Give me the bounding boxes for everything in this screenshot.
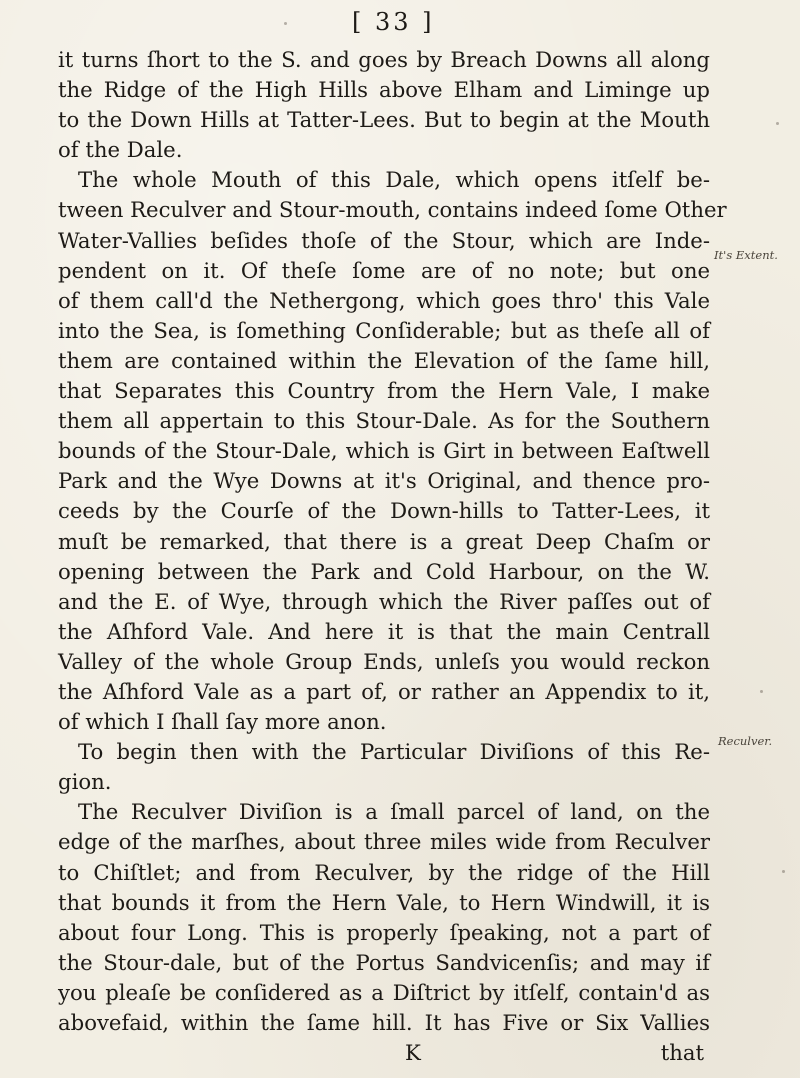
margin-note-reculver: Reculver.	[718, 734, 773, 748]
text-line: edge of the marſhes, about three miles wide from Reculver	[58, 829, 710, 855]
text-line: to the Down Hills at Tatter-Lees. But to begin at the Mouth	[58, 107, 710, 133]
text-line: that Separates this Country from the Hern Vale, I make	[58, 378, 710, 404]
text-line: ceeds by the Courſe of the Down-hills to Tatter-Lees, it	[58, 498, 710, 524]
text-line: of the Dale.	[58, 137, 183, 163]
text-line: gion.	[58, 769, 112, 795]
paper-speck	[776, 122, 779, 125]
text-line: The Reculver Diviſion is a ſmall parcel of land, on the	[78, 799, 710, 825]
body-text	[58, 45, 727, 1068]
text-line: Water-Vallies beſides thoſe of the Stour, which are Inde-	[58, 227, 710, 253]
text-line: you pleaſe be conſidered as a Diſtrict by itſelf, contain'd as	[58, 979, 710, 1005]
text-line: bounds of the Stour-Dale, which is Girt in between Eaſtwell	[58, 438, 710, 464]
margin-note-extent: It's Extent.	[714, 248, 778, 262]
signature-mark: K	[405, 1040, 421, 1066]
text-line: muſt be remarked, that there is a great Deep Chaſm or	[58, 528, 710, 554]
text-line: tween Reculver and Stour-mouth, contains indeed ſome Other	[58, 197, 727, 223]
paper-speck	[760, 690, 763, 693]
text-line: Valley of the whole Group Ends, unleſs you would reckon	[58, 648, 710, 674]
text-line: abovefaid, within the ſame hill. It has Five or Six Vallies	[58, 1010, 710, 1035]
page-number: [ 33 ]	[352, 8, 435, 36]
text-line: opening between the Park and Cold Harbour, on the W.	[58, 558, 710, 584]
paper-speck	[284, 22, 287, 25]
text-line: to Chiſtlet; and from Reculver, by the ridge of the Hill	[58, 859, 710, 885]
text-line: that bounds it from the Hern Vale, to Hern Windwill, it is	[58, 889, 710, 915]
paper-speck	[782, 870, 785, 873]
text-line: pendent on it. Of theſe ſome are of no note; but one	[58, 257, 710, 283]
text-line: To begin then with the Particular Diviſions of this Re-	[78, 739, 710, 765]
catchword: that	[660, 1040, 704, 1066]
text-line: of them call'd the Nethergong, which goes thro' this Vale	[58, 287, 710, 313]
signature-line	[58, 1038, 710, 1068]
text-line: the Stour-dale, but of the Portus Sandvicenſis; and may if	[58, 949, 710, 975]
text-line: of which I ſhall ſay more anon.	[58, 709, 387, 735]
text-line: the Aſhford Vale as a part of, or rather an Appendix to it,	[58, 678, 710, 704]
text-line: them all appertain to this Stour-Dale. As for the Southern	[58, 408, 710, 434]
text-line: and the E. of Wye, through which the River paſſes out of	[58, 588, 710, 614]
text-line: them are contained within the Elevation of the ſame hill,	[58, 347, 710, 373]
text-line: about four Long. This is properly ſpeaking, not a part of	[58, 919, 710, 945]
text-line: the Aſhford Vale. And here it is that the main Centrall	[58, 618, 710, 644]
text-line: into the Sea, is ſomething Conſiderable; but as theſe all of	[58, 317, 710, 343]
text-line: Park and the Wye Downs at it's Original, and thence pro-	[58, 468, 710, 494]
text-line: it turns ſhort to the S. and goes by Breach Downs all along	[58, 47, 710, 72]
text-line: The whole Mouth of this Dale, which opens itſelf be-	[78, 167, 710, 193]
text-line: the Ridge of the High Hills above Elham and Liminge up	[58, 77, 710, 103]
